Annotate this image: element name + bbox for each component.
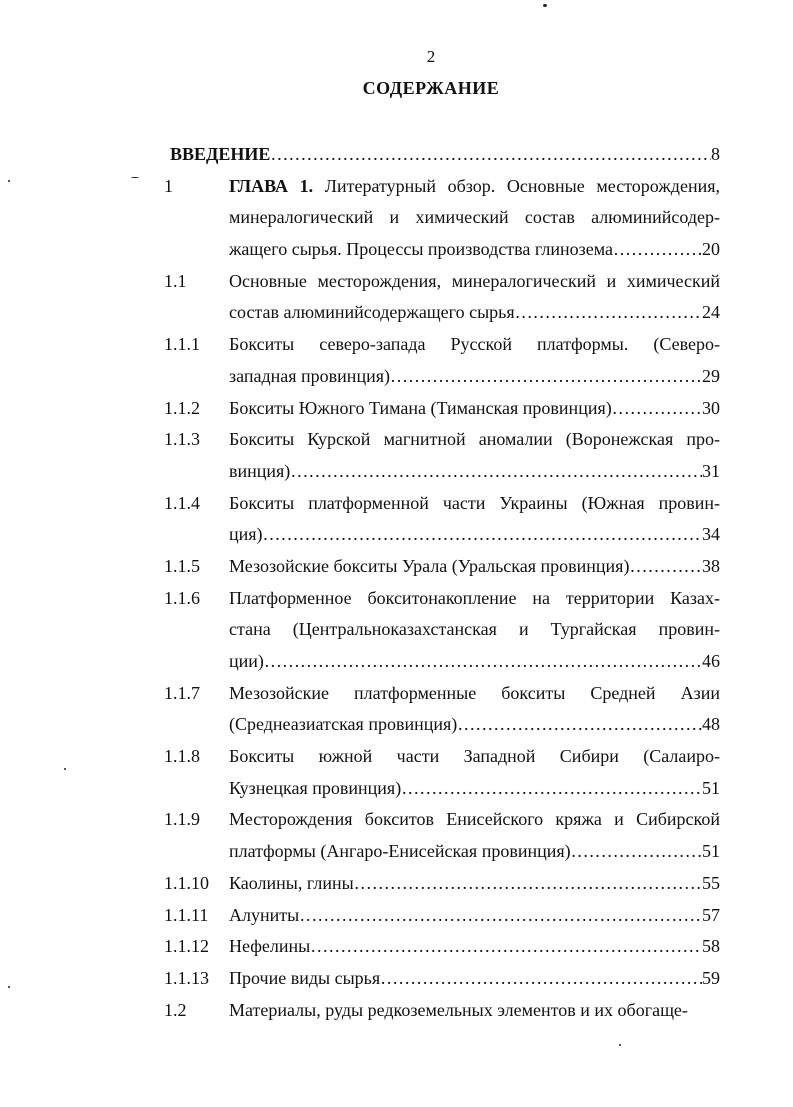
toc-entry-number: 1.1.4 (164, 492, 200, 513)
toc-entry-line[interactable] (164, 488, 758, 520)
toc-entry-text: винция) (229, 460, 291, 481)
toc-entry-text: Бокситы южной части Западной Сибири (Салаиро- (229, 746, 720, 767)
toc-page-number: 34 (702, 524, 720, 545)
toc-entry-text: состав алюминийсодержащего сырья (229, 302, 515, 323)
toc-page-number: 8 (711, 144, 720, 164)
toc-entry-label: ВВЕДЕНИЕ (170, 144, 271, 164)
toc-entry-bold-label: ГЛАВА 1. (229, 175, 314, 196)
toc-entry-number: 1.1.11 (164, 904, 209, 925)
toc-page-number: 31 (702, 460, 720, 481)
toc-page-number: 46 (702, 651, 720, 671)
toc-page-number: 30 (702, 397, 720, 418)
toc-entry-number: 1 (164, 175, 173, 196)
toc-entry-line[interactable] (164, 329, 758, 361)
page-title: СОДЕРЖАНИЕ (362, 78, 500, 98)
toc-entry-number: 1.1.13 (164, 967, 209, 988)
page-number: 2 (426, 47, 436, 66)
scan-speck (543, 4, 547, 7)
toc-entry-line[interactable] (164, 773, 758, 805)
toc-entry-line[interactable] (164, 583, 758, 615)
toc-entry-line[interactable] (164, 868, 758, 900)
toc-entry-text: ции) (229, 651, 264, 671)
toc-entry-number: 1.1.5 (164, 555, 200, 576)
toc-page-number: 29 (702, 365, 720, 386)
scan-speck (619, 1044, 621, 1046)
toc-entry-line[interactable] (164, 836, 758, 868)
toc-page-number: 51 (702, 777, 720, 798)
toc-page-number: 48 (702, 714, 720, 735)
toc-entry-line[interactable] (164, 804, 758, 836)
toc-entry-line[interactable] (164, 456, 758, 488)
toc-entry-text: Нефелины (229, 936, 311, 957)
toc-entry-text: Кузнецкая провинция) (229, 777, 402, 798)
scan-speck (8, 180, 10, 182)
toc-entry-text: Бокситы Курской магнитной аномалии (Воронежская про- (229, 429, 720, 450)
toc-entry-text: платформы (Ангаро-Енисейская провинция) (229, 841, 571, 862)
toc-page-number: 58 (702, 936, 720, 957)
toc-entry-line[interactable] (164, 361, 758, 393)
toc-entry-line[interactable] (164, 995, 758, 1027)
toc-entry-number: 1.1.12 (164, 936, 209, 957)
toc-entry-number: 1.1.8 (164, 746, 200, 767)
toc-page-number: 24 (702, 302, 720, 323)
toc-entry-text: жащего сырья. Процессы производства глинозема (229, 239, 613, 260)
toc-page-number: 55 (702, 872, 720, 893)
toc-entry-line[interactable] (164, 678, 758, 710)
toc-entries (164, 171, 758, 1027)
toc-entry-line[interactable] (164, 297, 758, 329)
table-of-contents (164, 139, 758, 1026)
toc-entry-line[interactable] (164, 741, 758, 773)
toc-entry-line[interactable] (164, 266, 758, 298)
toc-entry-text: ция) (229, 524, 263, 545)
toc-entry-number: 1.1.9 (164, 809, 200, 830)
toc-entry-number: 1.1 (164, 270, 187, 291)
toc-entry-text: (Среднеазиатская провинция) (229, 714, 458, 735)
toc-entry-text: Основные месторождения, минералогический и химический (229, 270, 720, 291)
toc-entry-text: Материалы, руды редкоземельных элементов и их обогаще- (229, 999, 688, 1020)
toc-entry-line[interactable] (164, 171, 758, 203)
toc-entry-number: 1.1.1 (164, 334, 200, 355)
toc-entry-text: западная провинция) (229, 365, 390, 386)
toc-entry-line[interactable] (164, 551, 758, 583)
scan-speck (8, 986, 10, 988)
toc-page-number: 59 (702, 967, 720, 988)
toc-entry-number: 1.1.6 (164, 587, 200, 608)
toc-entry-text: Платформенное бокситонакопление на территории Казах- (229, 587, 720, 608)
toc-page-number: 20 (702, 239, 720, 260)
toc-entry-text: Литературный обзор. Основные месторождения, (313, 175, 720, 196)
toc-entry-line[interactable] (164, 709, 758, 741)
toc-entry-line[interactable] (164, 614, 758, 646)
toc-entry-number: 1.1.7 (164, 682, 200, 703)
toc-entry-line[interactable] (164, 900, 758, 932)
toc-entry-line[interactable] (164, 202, 758, 234)
toc-entry-text: Алуниты (229, 904, 300, 925)
toc-entry-text: Месторождения бокситов Енисейского кряжа и Сибирской (229, 809, 720, 830)
toc-page-number: 57 (702, 904, 720, 925)
toc-page-number: 38 (702, 555, 720, 576)
scan-speck (64, 768, 66, 770)
toc-entry-text: Каолины, глины (229, 872, 354, 893)
toc-entry-number: 1.2 (164, 999, 187, 1020)
toc-entry-line[interactable] (164, 963, 758, 995)
toc-entry-line[interactable] (164, 931, 758, 963)
toc-entry-intro[interactable] (164, 139, 758, 171)
toc-entry-number: 1.1.2 (164, 397, 200, 418)
toc-page-number: 51 (702, 841, 720, 862)
scan-speck (131, 177, 139, 178)
toc-entry-text: Бокситы северо-запада Русской платформы. (Северо- (229, 334, 720, 355)
toc-entry-text: Бокситы платформенной части Украины (Южная провин- (229, 492, 720, 513)
toc-entry-line[interactable] (164, 646, 758, 678)
toc-entry-text: Бокситы Южного Тимана (Тиманская провинция) (229, 397, 612, 418)
toc-entry-line[interactable] (164, 519, 758, 551)
toc-entry-text: стана (Центральноказахстанская и Тургайская провин- (229, 619, 720, 640)
toc-entry-text: Прочие виды сырья (229, 967, 381, 988)
toc-entry-text: минералогический и химический состав алюминийсодер- (229, 207, 720, 228)
toc-entry-number: 1.1.3 (164, 429, 200, 450)
toc-entry-line[interactable] (164, 234, 758, 266)
toc-entry-line[interactable] (164, 424, 758, 456)
toc-entry-line[interactable] (164, 393, 758, 425)
toc-entry-text: Мезозойские платформенные бокситы Средней Азии (229, 682, 720, 703)
toc-entry-number: 1.1.10 (164, 872, 209, 893)
toc-entry-text: Мезозойские бокситы Урала (Уральская провинция) (229, 555, 630, 576)
